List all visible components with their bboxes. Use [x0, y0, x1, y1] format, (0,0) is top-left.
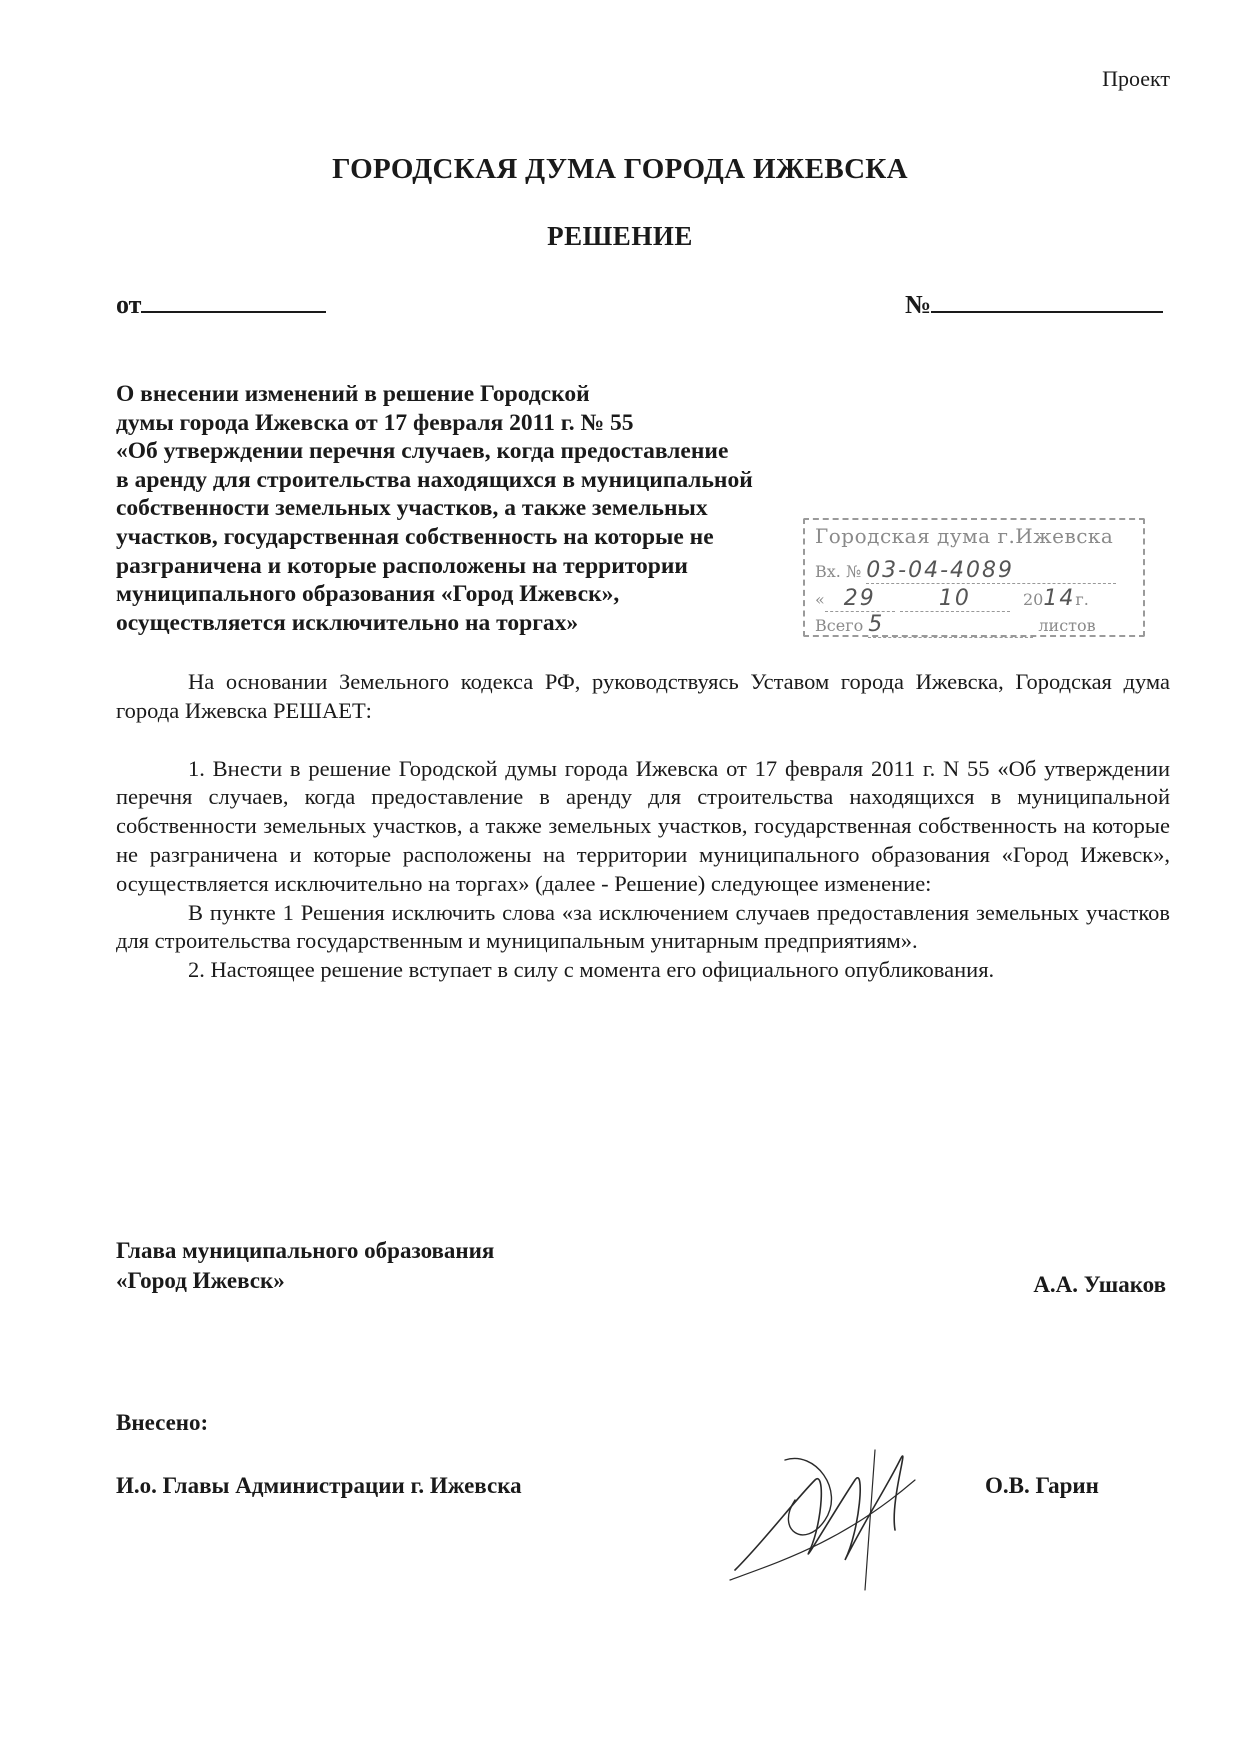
subject-line: осуществляется исключительно на торгах» [116, 609, 579, 636]
number-blank-line [931, 291, 1163, 313]
acting-head-name: О.В. Гарин [985, 1473, 1099, 1498]
head-title-line: «Город Ижевск» [116, 1268, 285, 1293]
stamp-total-pages: 5 [868, 612, 885, 637]
item-2-paragraph: 2. Настоящее решение вступает в силу с момента его официального опубликования. [188, 957, 995, 983]
subject-line: разграничена и которые расположены на территории [116, 552, 688, 579]
head-signatory-name: А.А. Ушаков [1033, 1272, 1166, 1297]
stamp-sheets-label: листов [1038, 616, 1096, 635]
stamp-year-postfix: г. [1075, 590, 1089, 609]
stamp-incoming-label: Вх. № [815, 562, 862, 581]
stamp-month: 10 [938, 586, 971, 611]
registration-stamp [803, 518, 1145, 637]
decision-subject [116, 380, 836, 637]
stamp-date-row [815, 586, 1089, 612]
decision-body [116, 668, 1170, 985]
acting-head-title: И.о. Главы Администрации г. Ижевска [116, 1473, 522, 1498]
project-label: Проект [1102, 66, 1170, 91]
handwritten-signature [725, 1420, 925, 1600]
stamp-total-row [815, 612, 1096, 638]
subject-line: думы города Ижевска от 17 февраля 2011 г. № 55 [116, 409, 634, 436]
subject-line: О внесении изменений в решение Городской [116, 381, 590, 407]
preamble-paragraph: На основании Земельного кодекса РФ, руководствуясь Уставом города Ижевска, Городская дума города Ижевска РЕШАЕТ: [116, 669, 1170, 723]
stamp-day: 29 [843, 586, 876, 611]
head-signatory-title [116, 1236, 494, 1296]
stamp-title: Городская дума г.Ижевска [815, 524, 1114, 548]
stamp-year-prefix: 20 [1022, 590, 1044, 609]
date-blank-line [141, 291, 326, 313]
subject-line: собственности земельных участков, а также земельных [116, 495, 708, 522]
document-type: РЕШЕНИЕ [547, 221, 693, 251]
subject-line: в аренду для строительства находящихся в муниципальной [116, 466, 753, 493]
stamp-total-label: Всего [815, 616, 864, 635]
date-field [116, 290, 326, 320]
item-1-paragraph: 1. Внести в решение Городской думы города Ижевска от 17 февраля 2011 г. N 55 «Об утверждении перечня случаев, когда предоставление в аренду для строительства находящихся в муниципальной собственности земельных участков, а также земельных участков, государственная собственность на которые не разграничена и которые расположены на территории муниципального образования «Город Ижевск», осуществляется исключительно на торгах» (далее - Решение) следующее изменение: [116, 755, 1170, 896]
date-label: от [116, 290, 142, 319]
subject-line: муниципального образования «Город Ижевск», [116, 581, 620, 608]
document-title: ГОРОДСКАЯ ДУМА ГОРОДА ИЖЕВСКА [332, 153, 908, 185]
subject-line: «Об утверждении перечня случаев, когда предоставление [116, 438, 729, 465]
item-1-sub-paragraph: В пункте 1 Решения исключить слова «за исключением случаев предоставления земельных участков для строительства государственным и муниципальным унитарным предприятиям». [116, 899, 1170, 954]
stamp-year-suffix: 14 [1043, 586, 1076, 611]
stamp-incoming-number: 03-04-4089 [866, 558, 1015, 583]
head-title-line: Глава муниципального образования [116, 1238, 495, 1263]
number-field [905, 290, 1163, 320]
stamp-incoming-row [815, 558, 1116, 584]
introduced-label: Внесено: [116, 1410, 209, 1435]
number-label: № [905, 290, 932, 319]
subject-line: участков, государственная собственность на которые не [116, 523, 714, 550]
stamp-date-prefix: « [815, 590, 825, 609]
